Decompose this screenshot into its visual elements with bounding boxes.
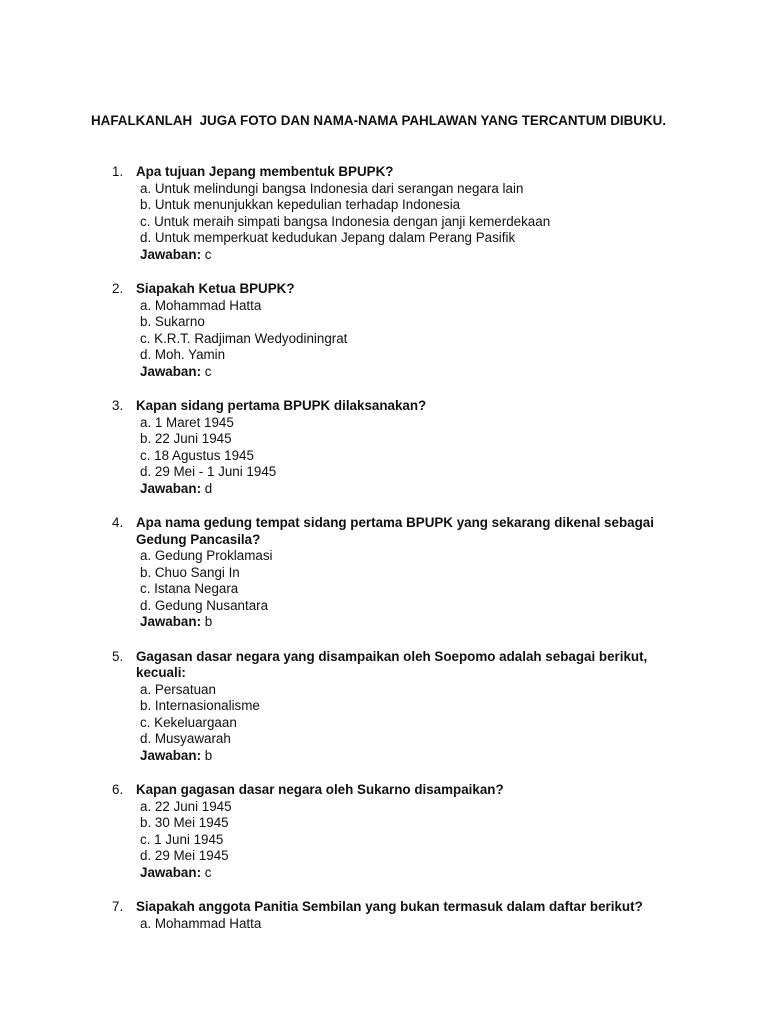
option-item: b. Sukarno — [140, 314, 205, 329]
question-text: Apa nama gedung tempat sidang pertama BPUPK yang sekarang dikenal sebagai Gedung Pancasila? — [136, 515, 654, 547]
answer-line — [140, 364, 768, 381]
answer-line — [140, 865, 768, 882]
answer-value: b — [204, 614, 213, 629]
option-list — [140, 181, 768, 247]
question-5 — [0, 649, 768, 765]
question-number: 1. — [112, 164, 124, 179]
question-3 — [0, 398, 768, 497]
option-list — [140, 415, 768, 481]
answer-value: c — [204, 864, 212, 880]
answer-label: Jawaban: — [140, 480, 202, 496]
question-number: 2. — [112, 281, 124, 296]
answer-label: Jawaban: — [140, 246, 202, 262]
option-item: a. Mohammad Hatta — [140, 915, 262, 931]
question-text: Apa tujuan Jepang membentuk BPUPK? — [136, 164, 394, 179]
option-item: c. K.R.T. Radjiman Wedyodiningrat — [140, 330, 348, 346]
option-item: b. 30 Mei 1945 — [140, 815, 229, 830]
question-4 — [0, 515, 768, 631]
question-text: Siapakah anggota Panitia Sembilan yang bukan termasuk dalam daftar berikut? — [136, 899, 643, 914]
option-item: c. Istana Negara — [140, 581, 239, 596]
question-number: 6. — [112, 782, 124, 797]
option-item: a. Gedung Proklamasi — [140, 548, 273, 563]
question-6 — [0, 782, 768, 881]
option-item: c. 1 Juni 1945 — [140, 831, 224, 847]
option-item: d. Untuk memperkuat kedudukan Jepang dalam Perang Pasifik — [140, 230, 516, 245]
answer-line — [140, 481, 768, 498]
option-item: b. 22 Juni 1945 — [140, 431, 232, 446]
option-item: c. 18 Agustus 1945 — [140, 447, 254, 463]
option-item: d. Musyawarah — [140, 731, 231, 746]
answer-value: d — [204, 480, 213, 496]
option-item: a. 1 Maret 1945 — [140, 414, 234, 430]
option-item: d. Gedung Nusantara — [140, 597, 269, 613]
answer-label: Jawaban: — [140, 747, 202, 763]
answer-label: Jawaban: — [140, 614, 202, 629]
option-item: b. Chuo Sangi In — [140, 564, 240, 580]
question-7 — [0, 899, 768, 932]
option-list — [140, 298, 768, 364]
question-number: 4. — [112, 515, 124, 530]
option-item: a. Persatuan — [140, 681, 216, 697]
question-text: Siapakah Ketua BPUPK? — [136, 281, 295, 296]
option-item: d. 29 Mei 1945 — [140, 848, 229, 863]
option-item: b. Internasionalisme — [140, 698, 260, 713]
answer-value: b — [204, 747, 213, 763]
option-item: a. Untuk melindungi bangsa Indonesia dari serangan negara lain — [140, 180, 524, 196]
question-2 — [0, 281, 768, 380]
question-number: 5. — [112, 648, 124, 664]
option-item: c. Kekeluargaan — [140, 714, 237, 730]
option-list — [140, 916, 768, 933]
answer-line — [140, 614, 768, 631]
option-item: c. Untuk meraih simpati bangsa Indonesia dengan janji kemerdekaan — [140, 213, 551, 229]
question-text: Gagasan dasar negara yang disampaikan oleh Soepomo adalah sebagai berikut, kecuali: — [136, 648, 648, 680]
option-list — [140, 682, 768, 748]
answer-line — [140, 247, 768, 264]
question-1 — [0, 164, 768, 263]
option-list — [140, 548, 768, 614]
option-item: a. Mohammad Hatta — [140, 297, 262, 313]
answer-value: c — [204, 363, 212, 379]
option-item: a. 22 Juni 1945 — [140, 798, 232, 814]
page-heading: HAFALKANLAH JUGA FOTO DAN NAMA-NAMA PAHLAWAN YANG TERCANTUM DIBUKU. — [91, 113, 667, 128]
question-text: Kapan sidang pertama BPUPK dilaksanakan? — [136, 398, 427, 413]
question-list — [0, 164, 768, 950]
option-list — [140, 799, 768, 865]
question-number: 7. — [112, 899, 124, 914]
question-text: Kapan gagasan dasar negara oleh Sukarno disampaikan? — [136, 782, 504, 797]
answer-line — [140, 748, 768, 765]
question-number: 3. — [112, 398, 124, 413]
option-item: d. Moh. Yamin — [140, 347, 226, 362]
answer-label: Jawaban: — [140, 864, 202, 880]
option-item: b. Untuk menunjukkan kepedulian terhadap Indonesia — [140, 197, 461, 212]
answer-label: Jawaban: — [140, 363, 202, 379]
option-item: d. 29 Mei - 1 Juni 1945 — [140, 464, 277, 479]
answer-value: c — [204, 246, 212, 262]
